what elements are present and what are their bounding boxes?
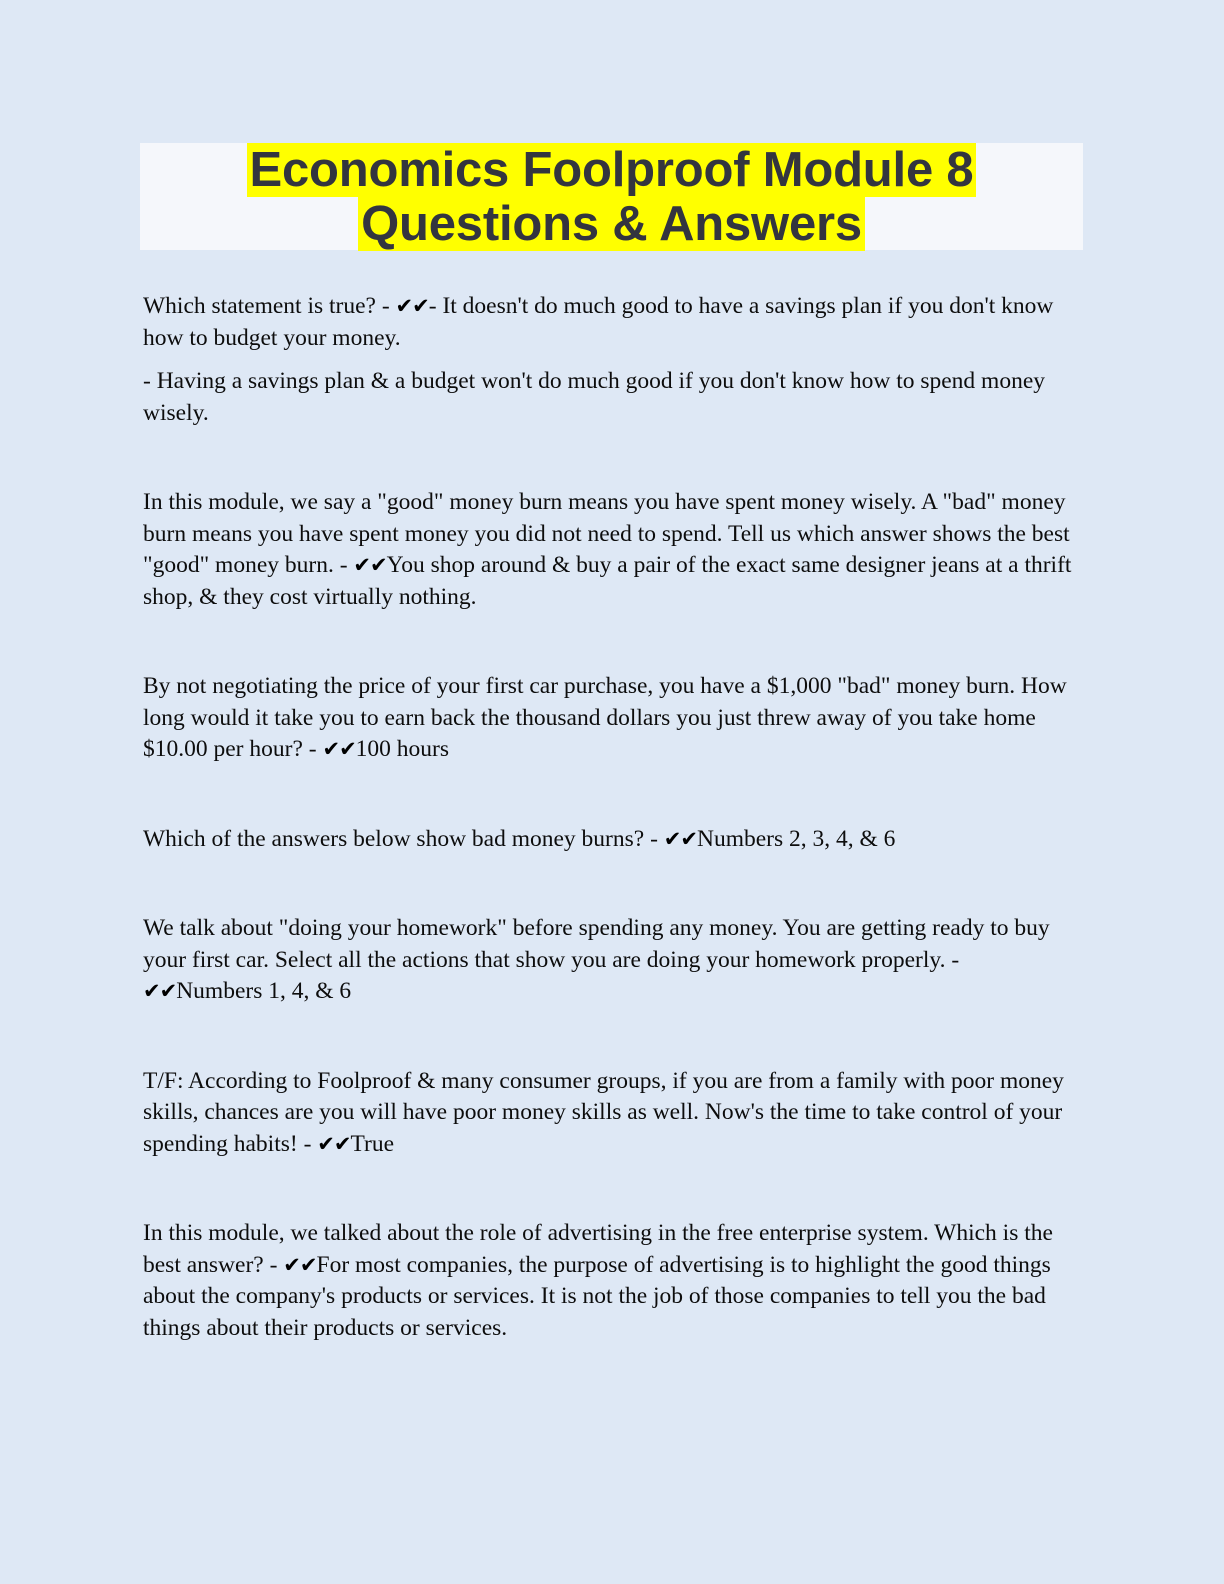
page-title-line-1: Economics Foolproof Module 8: [247, 143, 977, 197]
qa-question-q6: T/F: According to Foolproof & many consumer groups, if you are from a family with poor money skills, chances are you will have poor money skills as well. Now's the time to take control of your spending habits! -: [143, 1067, 1064, 1157]
page-title: [140, 143, 1083, 250]
qa-answer-q2: You shop around & buy a pair of the exact same designer jeans at a thrift shop, & they cost virtually nothing.: [143, 552, 1072, 610]
check-mark-icon: ✔✔: [283, 1252, 317, 1277]
qa-item-q2: [143, 487, 1072, 613]
qa-question-q4: Which of the answers below show bad money burns? -: [143, 825, 664, 852]
qa-answer-continued-q1: - Having a savings plan & a budget won't do much good if you don't know how to spend money wisely.: [143, 368, 1046, 426]
check-mark-icon: ✔✔: [317, 1131, 351, 1156]
qa-item-q3: [143, 671, 1072, 766]
title-band: [140, 143, 1083, 250]
qa-item-q5: [143, 913, 1072, 1008]
page-title-line-2: Questions & Answers: [358, 197, 865, 251]
check-mark-icon: ✔✔: [663, 826, 697, 851]
qa-answer-q4: Numbers 2, 3, 4, & 6: [697, 825, 896, 852]
qa-question-q3: By not negotiating the price of your first car purchase, you have a $1,000 "bad" money burn. How long would it take you to earn back the thousand dollars you just threw away of you take home $10.00 per hour? -: [143, 673, 1067, 762]
qa-question-q7: In this module, we talked about the role of advertising in the free enterprise system. Which is the best answer? -: [143, 1220, 1053, 1278]
qa-item-q6: [143, 1066, 1072, 1161]
qa-question-q5: We talk about "doing your homework" before spending any money. You are getting ready to buy your first car. Select all the actions that show you are doing your homework properly. -: [143, 915, 1050, 973]
qa-content: [143, 291, 1072, 1344]
qa-item-q4: [143, 824, 1072, 856]
qa-question-q1: Which statement is true? -: [143, 293, 396, 319]
qa-item-q1: [143, 291, 1072, 354]
check-mark-icon: ✔✔: [353, 553, 387, 577]
qa-question-q2: In this module, we say a "good" money burn means you have spent money wisely. A "bad" money burn means you have spent money you did not need to spend. Tell us which answer shows the best "good" money burn. -: [143, 489, 1070, 578]
qa-item-q7: [143, 1218, 1072, 1344]
qa-answer-q5: Numbers 1, 4, & 6: [176, 978, 352, 1004]
qa-answer-q3: 100 hours: [355, 736, 450, 762]
qa-answer-q1: - It doesn't do much good to have a savings plan if you don't know how to budget your money.: [143, 293, 1054, 351]
qa-answer-q7: For most companies, the purpose of advertising is to highlight the good things about the company's products or services. It is not the job of those companies to tell you the bad things about their products or services.: [143, 1251, 1051, 1341]
qa-answer-q6: True: [350, 1130, 395, 1157]
check-mark-icon: ✔✔: [143, 979, 177, 1003]
check-mark-icon: ✔✔: [322, 737, 356, 761]
check-mark-icon: ✔✔: [395, 294, 429, 318]
